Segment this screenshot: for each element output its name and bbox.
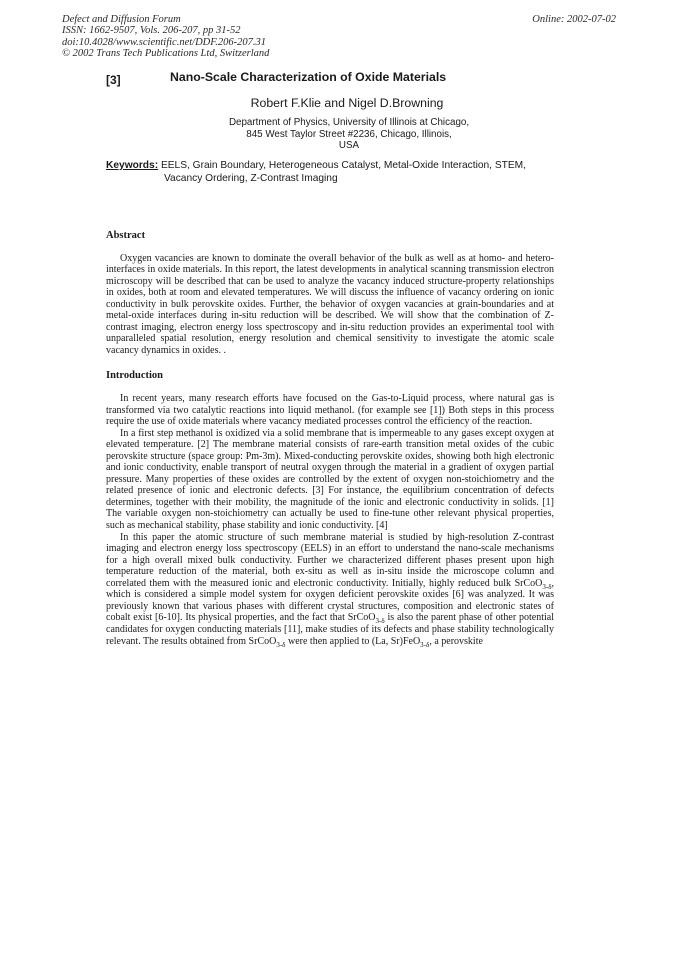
keywords-label: Keywords: [106, 160, 159, 171]
keywords-list-continued: Vacancy Ordering, Z-Contrast Imaging [164, 172, 338, 184]
online-date: Online: 2002-07-02 [532, 14, 616, 25]
affiliation-line: Department of Physics, University of Illinois at Chicago, [228, 117, 470, 128]
affiliation-line: 845 West Taylor Street #2236, Chicago, Illinois, [246, 128, 452, 140]
introduction-heading: Introduction [106, 370, 163, 382]
affiliation-line: USA [338, 140, 360, 152]
affiliation [0, 117, 678, 152]
intro-paragraph-3: In this paper the atomic structure of such membrane material is studied by high-resolution Z-contrast imaging and electron energy loss spectroscopy (EELS) in an effort to understand the nano-scale mechanisms for a high overall mixed bulk conductivity. Further we characterized different phases present upon high temperature reduction of the material, both ex-situ as well as in-situ inside the microscope column and correlated them with the measured ionic and electronic conductivity. Initially, highly reduced bulk SrCoO$_{3-\delta}$, which is considered a simple model system for oxygen deficient perovskite oxides [6] was analyzed. It was previously known that various phases with different crystal structures, composition and electronic states of cobalt exist [6-10]. Its physical properties, and the fact that SrCoO$_{3-\delta}$ is also the parent phase of other potential candidates for oxygen conducting materials [11], make studies of its defects and phase stability technologically relevant. The results obtained from SrCoO$_{3-\delta}$ were then applied to (La, Sr)FeO$_{3-\delta}$, a perovskite [106, 531, 554, 649]
journal-doi[interactable]: doi:10.4028/www.scientific.net/DDF.206-207.31 [62, 36, 267, 48]
intro-paragraph-1: In recent years, many research efforts have focused on the Gas-to-Liquid process, where natural gas is transformed via two catalytic reactions into liquid methanol. (for example see [1]) Both steps in this process require the use of oxide materials where vacancy mediated processes control the efficiency of the reaction. [106, 393, 554, 428]
paper-title: Nano-Scale Characterization of Oxide Materials [170, 70, 447, 84]
keywords [106, 160, 576, 185]
journal-copyright: © 2002 Trans Tech Publications Ltd, Switzerland [62, 48, 270, 60]
paper-body [106, 230, 554, 647]
intro-paragraph-2: In a first step methanol is oxidized via a solid membrane that is impermeable to any gases except oxygen at elevated temperature. [2] The membrane material consists of rare-earth transition metal oxides of the cubic perovskite structure (space group: Pm-3m). Mixed-conducting perovskite oxides, showing both high electronic and ionic conductivity, enable transport of neutral oxygen through the material in a gradient of oxygen partial pressure. Many properties of these oxides are controlled by the extent of oxygen non-stoichiometry and the related presence of ionic and electronic defects. [3] For instance, the equilibrium concentration of defects determines, together with their mobility, the magnitude of the ionic and electronic conductivity in solids. [1] The variable oxygen non-stoichiometry can actually be used to fine-tune other relevant physical properties, such as mechanical stability, phase stability and ionic conductivity. [4] [106, 427, 554, 532]
keywords-list: EELS, Grain Boundary, Heterogeneous Catalyst, Metal-Oxide Interaction, STEM, [160, 160, 526, 171]
journal-header [62, 14, 482, 60]
journal-name: Defect and Diffusion Forum [62, 14, 181, 25]
abstract-heading: Abstract [106, 230, 146, 241]
journal-issn: ISSN: 1662-9507, Vols. 206-207, pp 31-52 [62, 25, 241, 37]
reference-number: [3] [106, 73, 121, 87]
paper-authors: Robert F.Klie and Nigel D.Browning [250, 96, 444, 110]
abstract-text: Oxygen vacancies are known to dominate the overall behavior of the bulk as well as at homo- and hetero-interfaces in oxide materials. In this report, the latest developments in analytical scanning transmission electron microscopy will be described that can be used to analyze the vacancy induced structure-property relationships in oxides, both at room and elevated temperatures. We will discuss the influence of vacancy ordering on ionic conductivity in bulk perovskite oxides. Further, the behavior of oxygen vacancies at grain-boundaries and at metal-oxide interfaces during in-situ reduction will be described. We will show that the combination of Z-contrast imaging, electron energy loss spectroscopy and in-situ reduction provides an experimental tool with unparalleled spatial resolution, energy resolution and chemical sensitivity to investigate the atomic scale vacancy dynamics in oxides. . [106, 252, 554, 356]
